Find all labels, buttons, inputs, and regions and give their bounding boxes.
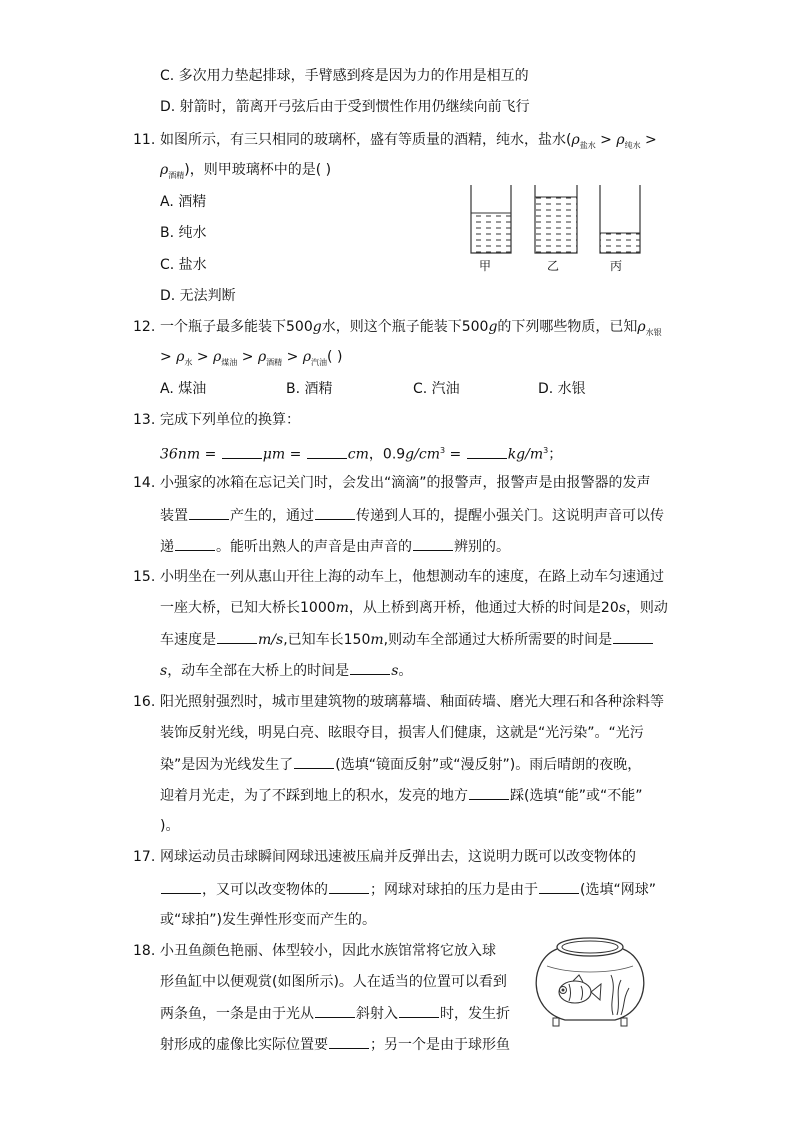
q17-blank-2[interactable] [329,879,369,894]
q14-number: 14. [133,475,156,491]
beaker-yi [535,185,577,253]
q15-number: 15. [133,569,156,585]
q15-blank-1[interactable] [217,629,257,644]
q18-number: 18. [133,943,156,959]
q12-number: 12. [133,319,156,335]
q14-blank-4[interactable] [413,536,453,551]
q15-line-4: s，动车全部在大桥上的时间是 s。 [160,660,412,681]
q10-option-d: D. 射箭时，箭离开弓弦后由于受到惯性作用仍继续向前飞行 [160,99,530,115]
q14-line-2: 装置 产生的，通过 传递到人耳的，提醒小强关门。这说明声音可以传 [160,505,664,526]
q15-line-1: 小明坐在一列从惠山开往上海的动车上，他想测动车的速度，在路上动车匀速通过 [160,569,664,585]
q11-option-a: A. 酒精 [160,194,207,210]
q18-blank-3[interactable] [329,1034,369,1049]
q11-stem-line-2: $\rho_{酒精}$)，则甲玻璃杯中的是( ) [160,162,332,180]
clownfish-icon [559,975,601,1003]
q12-stem-line-1: 一个瓶子最多能装下500g水，则这个瓶子能装下500g的下列哪些物质，已知$\rho_{水银}$ [160,319,662,337]
q10-option-c: C. 多次用力垫起排球，手臂感到疼是因为力的作用是相互的 [160,68,529,84]
q11-option-d: D. 无法判断 [160,288,236,304]
q12-option-b: B. 酒精 [286,381,333,397]
q13-blank-3[interactable] [467,444,507,459]
q11-stem-line-1: 如图所示，有三只相同的玻璃杯，盛有等质量的酒精，纯水，盐水($\rho_{盐水} > \rho_{纯水}$ > [160,132,657,150]
q11-option-b: B. 纯水 [160,225,207,241]
beaker-jia [471,185,511,253]
q16-line-3: 染”是因为光线发生了 (选填“镜面反射”或“漫反射”)。雨后晴朗的夜晚， [160,754,641,775]
q13-blank-2[interactable] [307,444,347,459]
q17-line-3: 或“球拍”)发生弹性形变而产生的。 [160,912,376,928]
q15-blank-3[interactable] [350,660,390,675]
q16-blank-1[interactable] [294,754,334,769]
q16-number: 16. [133,694,156,710]
q14-blank-1[interactable] [189,505,229,520]
q13-number: 13. [133,412,156,428]
fishbowl-icon [536,938,644,1026]
beaker-label-yi: 乙 [547,259,560,273]
q16-blank-2[interactable] [469,785,509,800]
q16-line-2: 装饰反射光线，明晃白亮、眩眼夺目，损害人们健康，这就是“光污染”。“光污 [160,725,644,741]
q17-blank-1[interactable] [161,879,201,894]
q14-line-3: 递 。能听出熟人的声音是由声音的 辨别的。 [160,536,510,557]
q12-option-d: D. 水银 [538,381,586,397]
q12-stem-line-2: > $\rho_水 > \rho_{煤油} > \rho_{酒精} > \rho_{汽油}$( ) [160,349,343,367]
q14-blank-3[interactable] [175,536,215,551]
q13-blank-1[interactable] [222,444,262,459]
beaker-label-jia: 甲 [479,259,492,273]
q16-line-5: )。 [160,818,180,834]
q18-line-1: 小丑鱼颜色艳丽、体型较小，因此水族馆常将它放入球 [160,943,496,959]
q16-line-1: 阳光照射强烈时，城市里建筑物的玻璃幕墙、釉面砖墙、磨光大理石和各种涂料等 [160,694,664,710]
q13-expression: 36nm = μm = cm，$0.9g/cm^3 = kg/m^3$； [160,441,562,465]
q18-line-3: 两条鱼，一条是由于光从 斜射入 时，发生折 [160,1003,510,1024]
q17-line-1: 网球运动员击球瞬间网球迅速被压扁并反弹出去，这说明力既可以改变物体的 [160,849,636,865]
q18-line-4: 射形成的虚像比实际位置要 ；另一个是由于球形鱼 [160,1034,510,1055]
q18-blank-2[interactable] [399,1003,439,1018]
q15-line-2: 一座大桥，已知大桥长1000m，从上桥到离开桥，他通过大桥的时间是20s，则动 [160,600,668,616]
q18-line-2: 形鱼缸中以便观赏(如图所示)。人在适当的位置可以看到 [160,974,507,990]
q17-blank-3[interactable] [539,879,579,894]
q12-option-c: C. 汽油 [413,381,460,397]
beaker-label-bing: 丙 [610,259,623,273]
q12-option-a: A. 煤油 [160,381,207,397]
q14-line-1: 小强家的冰箱在忘记关门时，会发出“滴滴”的报警声，报警声是由报警器的发声 [160,475,651,491]
q18-blank-1[interactable] [315,1003,355,1018]
q13-stem: 完成下列单位的换算： [160,412,300,428]
q16-line-4: 迎着月光走，为了不踩到地上的积水，发亮的地方 踩(选填“能”或“不能” [160,785,642,806]
q15-line-3: 车速度是 m/s,已知车长150m,则动车全部通过大桥所需要的时间是 [160,629,654,650]
beaker-bing [600,185,640,253]
seaweed-icon [611,975,629,1015]
q18-fishbowl-figure [525,930,655,1030]
q17-line-2: ，又可以改变物体的 ；网球对球拍的压力是由于 (选填“网球” [160,879,656,900]
q14-blank-2[interactable] [315,505,355,520]
q15-blank-2[interactable] [613,629,653,644]
q17-number: 17. [133,849,156,865]
q11-option-c: C. 盐水 [160,257,207,273]
q11-number: 11. [133,132,156,148]
